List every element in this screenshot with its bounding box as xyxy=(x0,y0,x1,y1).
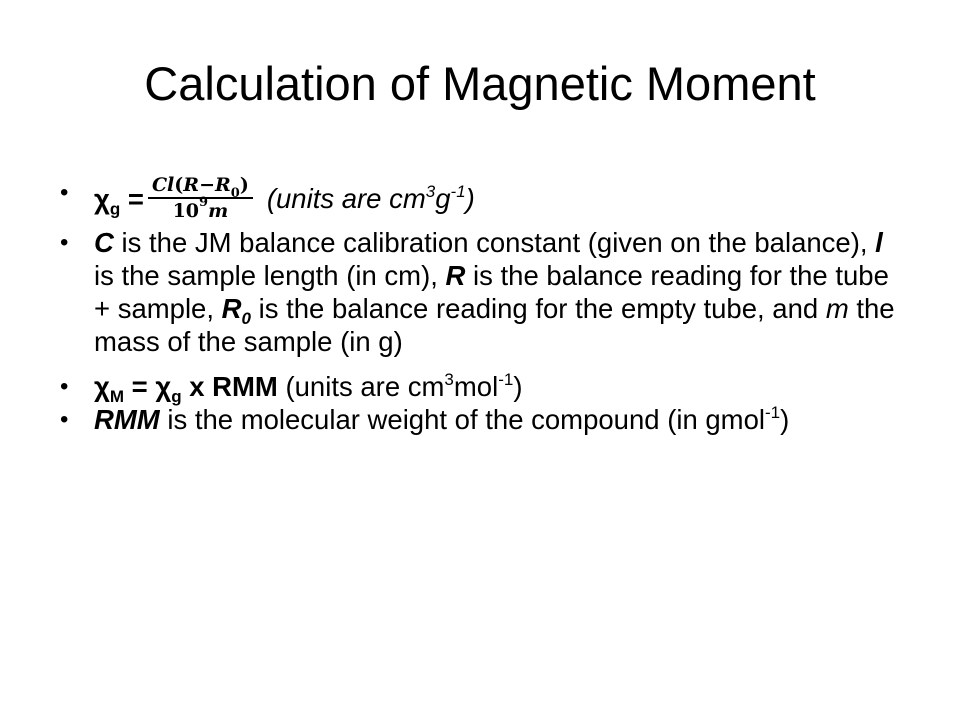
units-note: (units are $cm^3g^{-1}$) xyxy=(266,182,475,215)
bullet-mass-susceptibility-formula: • $\chi_g$ = $\frac{Cl(R-R_0)}{10^9m}$ (units are $cm^3g^{-1}$) xyxy=(60,176,910,226)
bullet-rmm-definition: • RMM is the molecular weight of the compound (in gmol$^{-1}$) xyxy=(60,403,910,436)
bullet-list xyxy=(60,176,910,442)
fraction-numerator: $Cl(R-R_0)$ xyxy=(151,174,249,201)
slide-title: Calculation of Magnetic Moment xyxy=(144,57,816,110)
fraction-denominator: $10^9m$ xyxy=(172,195,229,222)
bullet-molar-susceptibility: • $\chi_M = \chi_g$ x RMM (units are $cm^3mol^{-1}$) xyxy=(60,370,910,403)
bullet-variable-definitions: • C is the JM balance calibration constant (given on the balance), l is the sample length (in cm), R is the balance reading for the tube + sample, $R_0$ is the balance reading for the empty tube, and m the mass of the sample (in g) xyxy=(60,226,910,358)
susceptibility-fraction xyxy=(148,173,253,223)
